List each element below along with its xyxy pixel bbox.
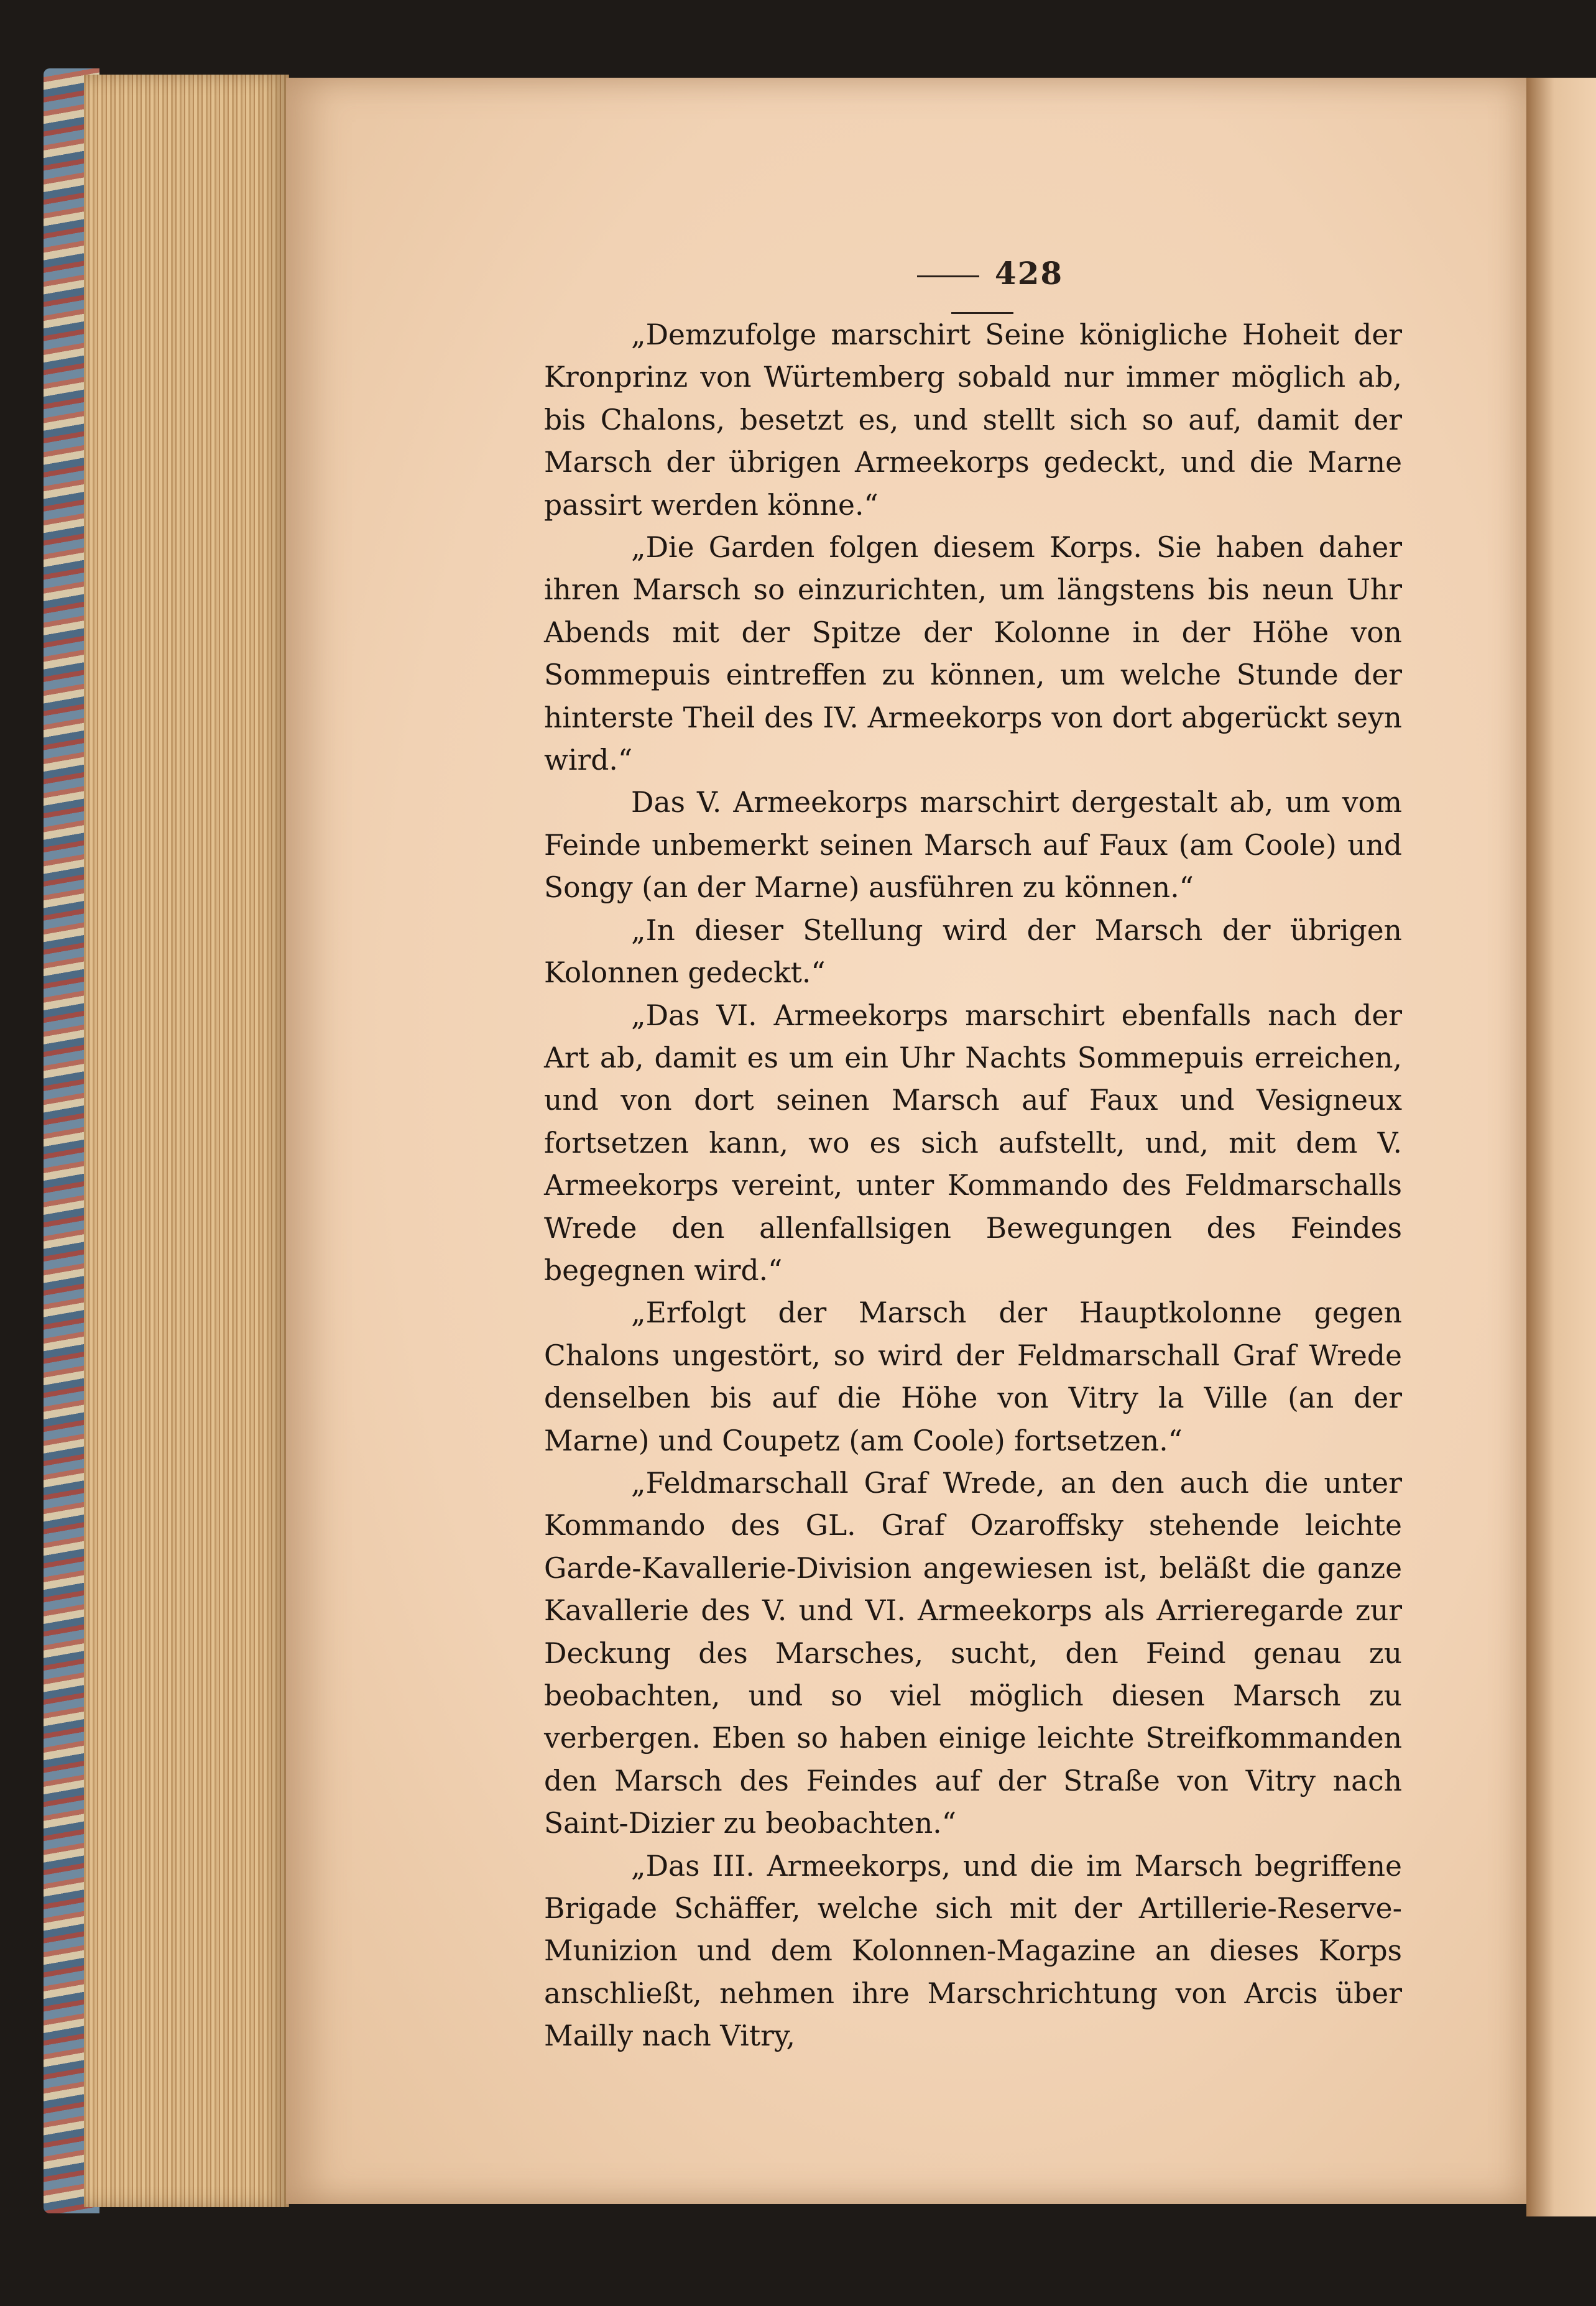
left-dash (917, 275, 979, 277)
paragraph: „Die Garden folgen diesem Korps. Sie haben daher ihren Marsch so einzurichten, um längstens bis neun Uhr Abends mit der Spitze der Kolonne in der Höhe von Sommepuis eintreffen zu können, um welche Stunde der hinterste Theil des IV. Armeekorps von dort abgerückt seyn wird.“ (544, 531, 1402, 777)
paragraph: „Das III. Armeekorps, und die im Marsch begriffene Brigade Schäffer, welche sich mit der Artillerie-Reserve-Munizion und dem Kolonnen-Magazine an dieses Korps anschließt, nehmen ihre Marschrichtung von Arcis über Mailly nach Vitry, (544, 1849, 1402, 2053)
paragraph: „Demzufolge marschirt Seine königliche Hoheit der Kronprinz von Würtemberg sobald nur immer möglich ab, bis Chalons, besetzt es, und stellt sich so auf, damit der Marsch der übrigen Armeekorps gedeckt, und die Marne passirt werden könne.“ (544, 318, 1402, 522)
paragraph: Das V. Armeekorps marschirt dergestalt ab, um vom Feinde unbemerkt seinen Marsch auf Faux (am Coole) und Songy (an der Marne) ausführen zu können.“ (544, 786, 1402, 905)
page-number: 428 (994, 255, 1064, 292)
paragraph: „Das VI. Armeekorps marschirt ebenfalls nach der Art ab, damit es um ein Uhr Nachts Sommepuis erreichen, und von dort seinen Marsch auf Faux und Vesigneux fortsetzen kann, wo es sich aufstellt, und, mit dem V. Armeekorps vereint, unter Kommando des Feldmarschalls Wrede den allenfallsigen Bewegungen des Feindes begegnen wird.“ (544, 998, 1402, 1287)
adjacent-page (1526, 78, 1596, 2216)
page-body-text (544, 314, 1402, 2058)
paragraph: „In dieser Stellung wird der Marsch der übrigen Kolonnen gedeckt.“ (544, 913, 1402, 990)
page-edges (84, 75, 289, 2207)
paragraph: „Erfolgt der Marsch der Hauptkolonne gegen Chalons ungestört, so wird der Feldmarschall Graf Wrede denselben bis auf die Höhe von Vitry la Ville (an der Marne) und Coupetz (am Coole) fortsetzen.“ (544, 1296, 1402, 1457)
paragraph: „Feldmarschall Graf Wrede, an den auch die unter Kommando des GL. Graf Ozaroffsky stehende leichte Garde-Kavallerie-Division angewiesen ist, beläßt die ganze Kavallerie des V. und VI. Armeekorps als Arrieregarde zur Deckung des Marsches, sucht, den Feind genau zu beobachten, und so viel möglich diesen Marsch zu verbergen. Eben so haben einige leichte Streifkommanden den Marsch des Feindes auf der Straße von Vitry nach Saint-Dizier zu beobachten.“ (544, 1466, 1402, 1840)
